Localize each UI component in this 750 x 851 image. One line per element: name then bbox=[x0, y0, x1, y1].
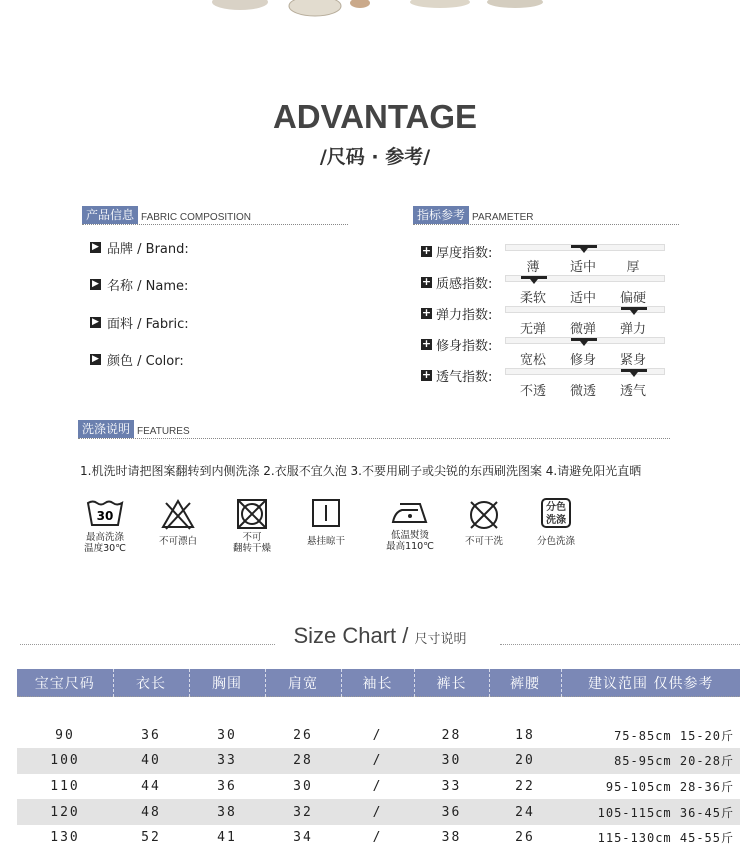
table-cell: 30 bbox=[414, 748, 489, 774]
parameter-label: 厚度指数: bbox=[436, 246, 493, 261]
parameter-row bbox=[421, 366, 492, 385]
table-cell: 52 bbox=[141, 830, 161, 846]
parameter-scale-bar bbox=[505, 337, 665, 344]
page-title: ADVANTAGE bbox=[272, 98, 478, 135]
table-cell: 41 bbox=[217, 830, 237, 846]
care-label: 不可干洗 bbox=[464, 536, 503, 547]
plus-icon: + bbox=[421, 275, 432, 288]
fabric-row-label: 颜色 / Color: bbox=[107, 354, 184, 369]
table-cell: 95-105cm 28-36斤 bbox=[605, 780, 734, 795]
size-table-column-header: 建议范围 仅供参考 bbox=[561, 669, 740, 697]
parameter-row bbox=[421, 304, 492, 323]
table-cell: 75-85cm 15-20斤 bbox=[614, 728, 734, 743]
table-cell: 115-130cm 45-55斤 bbox=[597, 831, 734, 846]
care-label: 不可漂白 bbox=[158, 536, 197, 547]
parameter-label: 修身指数: bbox=[436, 339, 493, 354]
care-label: 悬挂晾干 bbox=[306, 536, 345, 547]
table-cell: 26 bbox=[515, 830, 535, 846]
care-item-no-tumble bbox=[222, 498, 282, 554]
table-cell: 100 bbox=[17, 748, 113, 774]
parameter-option: 适中 bbox=[569, 260, 597, 275]
arrow-right-icon: ▶ bbox=[90, 279, 101, 290]
size-table-column-header: 衣长 bbox=[113, 669, 189, 697]
scale-pointer-icon bbox=[630, 372, 638, 377]
table-cell: / bbox=[372, 727, 383, 743]
table-cell: / bbox=[341, 748, 414, 774]
parameter-scale-bar bbox=[505, 368, 665, 375]
fabric-row-brand bbox=[90, 238, 189, 257]
table-cell: 26 bbox=[293, 727, 313, 743]
parameter-option: 弹力 bbox=[619, 322, 647, 337]
table-cell: 34 bbox=[293, 830, 313, 846]
table-cell: 38 bbox=[441, 830, 462, 846]
washing-section-tag-en: FEATURES bbox=[137, 426, 190, 437]
page-subtitle: /尺码 · 参考/ bbox=[319, 146, 431, 168]
size-table-header bbox=[17, 669, 740, 697]
no-dry-clean-icon bbox=[467, 498, 501, 532]
care-label: 最高洗涤 温度30℃ bbox=[84, 532, 126, 554]
parameter-section-tag-en: PARAMETER bbox=[472, 212, 534, 223]
parameter-label: 质感指数: bbox=[436, 277, 493, 292]
parameter-section-header bbox=[413, 206, 679, 225]
table-cell: 33 bbox=[189, 748, 265, 774]
fabric-row-color bbox=[90, 350, 184, 369]
arrow-right-icon: ▶ bbox=[90, 242, 101, 253]
parameter-option: 无弹 bbox=[519, 322, 547, 337]
care-item-wash bbox=[75, 498, 135, 554]
fabric-section-tag: 产品信息 bbox=[82, 206, 138, 224]
table-cell: 90 bbox=[55, 727, 75, 743]
product-photo-cropped bbox=[210, 0, 550, 20]
table-cell: 22 bbox=[515, 779, 535, 795]
table-row bbox=[17, 774, 740, 800]
table-cell: 38 bbox=[189, 799, 265, 825]
size-chart-header bbox=[20, 623, 740, 651]
parameter-option: 柔软 bbox=[519, 291, 547, 306]
care-label: 分色洗涤 bbox=[536, 536, 575, 547]
table-row bbox=[17, 799, 740, 825]
svg-text:30: 30 bbox=[96, 509, 114, 523]
plus-icon: + bbox=[421, 368, 432, 381]
table-cell: 120 bbox=[17, 799, 113, 825]
fabric-row-label: 品牌 / Brand: bbox=[107, 242, 189, 257]
parameter-option: 透气 bbox=[619, 384, 647, 399]
table-cell: / bbox=[372, 830, 383, 846]
size-table-column-header: 裤长 bbox=[414, 669, 489, 697]
care-item-low-iron bbox=[380, 498, 440, 552]
fabric-row-label: 面料 / Fabric: bbox=[107, 317, 189, 332]
scale-pointer-icon bbox=[580, 341, 588, 346]
fabric-row-fabric bbox=[90, 313, 189, 332]
table-cell: / bbox=[372, 779, 383, 795]
low-iron-icon bbox=[390, 498, 430, 526]
table-cell: 33 bbox=[441, 779, 462, 795]
table-cell: 36 bbox=[141, 727, 161, 743]
parameter-option: 修身 bbox=[569, 353, 597, 368]
hang-dry-icon bbox=[311, 498, 341, 528]
table-cell: 48 bbox=[113, 799, 189, 825]
care-item-no-dry-clean bbox=[454, 498, 514, 547]
fabric-section-header bbox=[82, 206, 348, 225]
table-row bbox=[17, 723, 740, 749]
washing-section-header bbox=[78, 420, 670, 439]
care-label: 不可 翻转干燥 bbox=[232, 532, 271, 554]
arrow-right-icon: ▶ bbox=[90, 317, 101, 328]
fabric-row-name bbox=[90, 275, 188, 294]
parameter-label: 透气指数: bbox=[436, 370, 493, 385]
scale-pointer-icon bbox=[580, 248, 588, 253]
table-cell: 105-115cm 36-45斤 bbox=[561, 799, 740, 825]
parameter-label: 弹力指数: bbox=[436, 308, 493, 323]
parameter-option: 微弹 bbox=[569, 322, 597, 337]
no-tumble-dry-icon bbox=[236, 498, 268, 530]
size-table-column-header: 袖长 bbox=[341, 669, 414, 697]
parameter-scale-bar bbox=[505, 275, 665, 282]
parameter-option: 偏硬 bbox=[619, 291, 647, 306]
table-cell: 44 bbox=[141, 779, 161, 795]
parameter-option: 紧身 bbox=[619, 353, 647, 368]
table-cell: 20 bbox=[489, 748, 561, 774]
table-cell: 110 bbox=[50, 779, 80, 795]
parameter-option: 薄 bbox=[526, 260, 540, 275]
table-cell: 40 bbox=[113, 748, 189, 774]
parameter-row bbox=[421, 242, 492, 261]
size-chart-title: Size Chart / 尺寸说明 bbox=[293, 623, 467, 648]
plus-icon: + bbox=[421, 337, 432, 350]
table-cell: 28 bbox=[265, 748, 341, 774]
size-table-column-header: 宝宝尺码 bbox=[17, 669, 113, 697]
separate-wash-icon: 分色 洗涤 bbox=[541, 498, 571, 528]
fabric-row-label: 名称 / Name: bbox=[107, 279, 189, 294]
parameter-scale-bar bbox=[505, 244, 665, 251]
table-cell: 36 bbox=[414, 799, 489, 825]
care-label: 低温熨烫 最高110℃ bbox=[386, 530, 434, 552]
table-row bbox=[17, 748, 740, 774]
table-cell: 24 bbox=[489, 799, 561, 825]
scale-pointer-icon bbox=[530, 279, 538, 284]
size-table bbox=[17, 669, 740, 851]
size-table-column-header: 裤腰 bbox=[489, 669, 561, 697]
table-cell: 85-95cm 20-28斤 bbox=[561, 748, 740, 774]
size-table-column-header: 胸围 bbox=[189, 669, 265, 697]
plus-icon: + bbox=[421, 306, 432, 319]
care-item-separate-wash bbox=[526, 498, 586, 547]
parameter-option: 微透 bbox=[569, 384, 597, 399]
no-bleach-icon bbox=[160, 498, 196, 530]
parameter-scale-bar bbox=[505, 306, 665, 313]
parameter-option: 厚 bbox=[626, 260, 640, 275]
parameter-section-tag: 指标参考 bbox=[413, 206, 469, 224]
parameter-row bbox=[421, 335, 492, 354]
size-table-column-header: 肩宽 bbox=[265, 669, 341, 697]
plus-icon: + bbox=[421, 244, 432, 257]
wash-30-icon bbox=[85, 498, 125, 528]
fabric-section-tag-en: FABRIC COMPOSITION bbox=[141, 212, 252, 223]
table-cell: 28 bbox=[441, 727, 462, 743]
parameter-row bbox=[421, 273, 492, 292]
care-item-no-bleach bbox=[148, 498, 208, 547]
care-item-hang-dry bbox=[296, 498, 356, 547]
parameter-option: 不透 bbox=[519, 384, 547, 399]
table-cell: 30 bbox=[293, 779, 313, 795]
table-cell: / bbox=[341, 799, 414, 825]
divider bbox=[17, 697, 740, 723]
table-cell: 18 bbox=[515, 727, 535, 743]
table-cell: 32 bbox=[265, 799, 341, 825]
parameter-option: 宽松 bbox=[519, 353, 547, 368]
scale-pointer-icon bbox=[630, 310, 638, 315]
washing-instructions: 1.机洗时请把图案翻转到内侧洗涤 2.衣服不宜久泡 3.不要用刷子或尖锐的东西刷洗图案 4.请避免阳光直晒 bbox=[80, 464, 642, 478]
arrow-right-icon: ▶ bbox=[90, 354, 101, 365]
washing-section-tag: 洗涤说明 bbox=[78, 420, 134, 438]
table-cell: 130 bbox=[50, 830, 80, 846]
table-cell: 36 bbox=[217, 779, 237, 795]
parameter-option: 适中 bbox=[569, 291, 597, 306]
table-cell: 30 bbox=[217, 727, 237, 743]
